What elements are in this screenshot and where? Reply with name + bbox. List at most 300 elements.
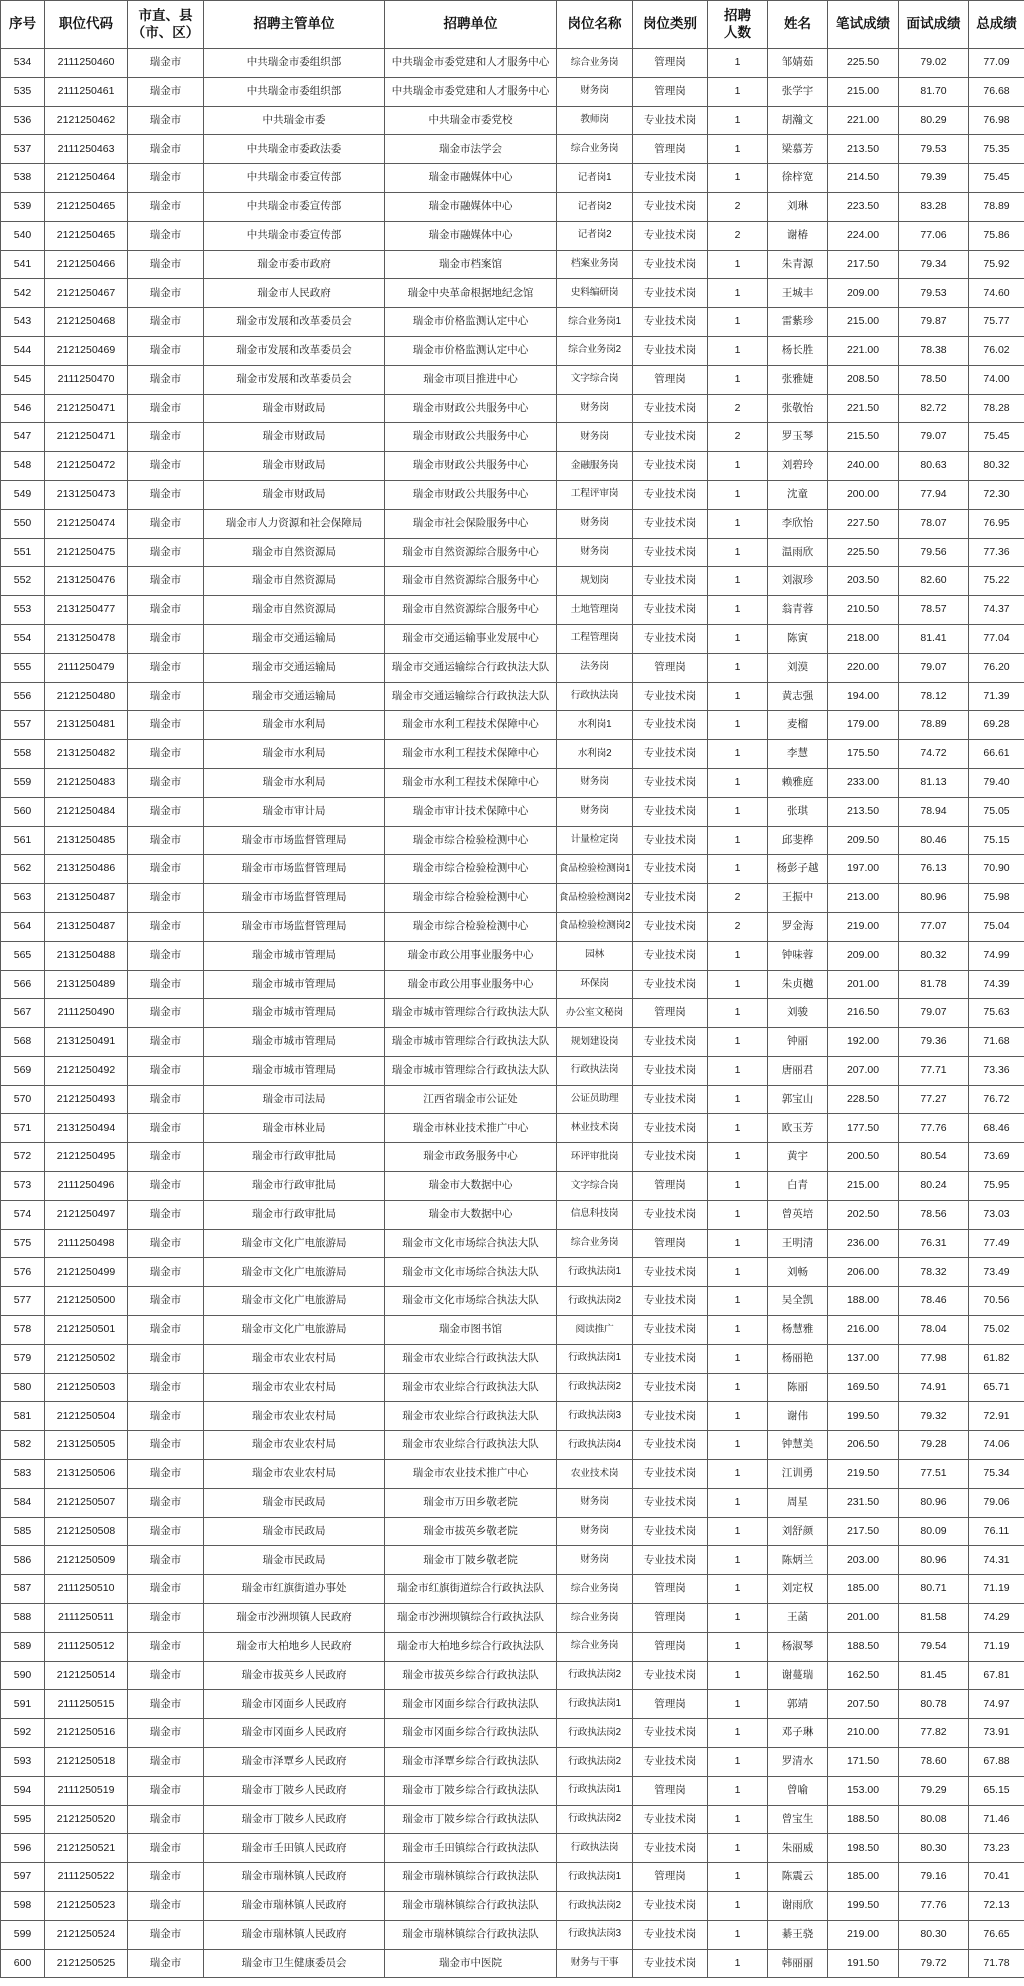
header-candidate-name: 姓名 xyxy=(768,1,828,49)
cell-position-category: 专业技术岗 xyxy=(633,1460,708,1489)
cell-region: 瑞金市 xyxy=(128,1460,204,1489)
cell-position-code: 2121250475 xyxy=(45,538,128,567)
cell-interview-score: 77.06 xyxy=(899,221,969,250)
cell-supervising-unit: 瑞金市水利局 xyxy=(204,740,385,769)
cell-position-code: 2121250521 xyxy=(45,1834,128,1863)
cell-region: 瑞金市 xyxy=(128,596,204,625)
cell-position-category: 专业技术岗 xyxy=(633,221,708,250)
cell-position-code: 2131250486 xyxy=(45,855,128,884)
cell-candidate-name: 刘漠 xyxy=(768,653,828,682)
cell-position-name: 综合业务岗 xyxy=(557,1575,633,1604)
cell-interview-score: 78.38 xyxy=(899,336,969,365)
cell-position-name: 计量检定岗 xyxy=(557,826,633,855)
cell-seq: 560 xyxy=(1,797,45,826)
cell-supervising-unit: 瑞金市瑞林镇人民政府 xyxy=(204,1892,385,1921)
cell-candidate-name: 周星 xyxy=(768,1488,828,1517)
cell-position-name: 财务岗 xyxy=(557,509,633,538)
cell-position-code: 2121250492 xyxy=(45,1056,128,1085)
cell-position-name: 财务岗 xyxy=(557,77,633,106)
cell-employer: 瑞金市交通运输综合行政执法大队 xyxy=(385,653,557,682)
cell-position-name: 农业技术岗 xyxy=(557,1460,633,1489)
cell-position-code: 2131250487 xyxy=(45,884,128,913)
table-row xyxy=(1,1632,1024,1661)
cell-written-score: 223.50 xyxy=(828,192,899,221)
cell-position-category: 管理岗 xyxy=(633,1863,708,1892)
cell-employer: 瑞金市农业综合行政执法大队 xyxy=(385,1373,557,1402)
cell-hiring-count: 1 xyxy=(708,1085,768,1114)
cell-position-code: 2121250465 xyxy=(45,192,128,221)
cell-position-name: 文字综合岗 xyxy=(557,365,633,394)
cell-seq: 585 xyxy=(1,1517,45,1546)
cell-employer: 瑞金市融媒体中心 xyxy=(385,192,557,221)
cell-interview-score: 80.30 xyxy=(899,1834,969,1863)
cell-interview-score: 77.94 xyxy=(899,480,969,509)
cell-position-code: 2121250514 xyxy=(45,1661,128,1690)
cell-employer: 瑞金市项目推进中心 xyxy=(385,365,557,394)
cell-total-score: 76.20 xyxy=(969,653,1024,682)
table-row xyxy=(1,826,1024,855)
cell-hiring-count: 2 xyxy=(708,221,768,250)
cell-seq: 547 xyxy=(1,423,45,452)
cell-interview-score: 77.71 xyxy=(899,1056,969,1085)
cell-hiring-count: 1 xyxy=(708,1316,768,1345)
cell-interview-score: 82.72 xyxy=(899,394,969,423)
cell-total-score: 71.68 xyxy=(969,1028,1024,1057)
cell-seq: 541 xyxy=(1,250,45,279)
table-row xyxy=(1,884,1024,913)
cell-seq: 598 xyxy=(1,1892,45,1921)
cell-seq: 586 xyxy=(1,1546,45,1575)
cell-supervising-unit: 瑞金市市场监督管理局 xyxy=(204,855,385,884)
cell-supervising-unit: 瑞金市自然资源局 xyxy=(204,538,385,567)
cell-employer: 瑞金市城市管理综合行政执法大队 xyxy=(385,999,557,1028)
cell-employer: 瑞金市冈面乡综合行政执法队 xyxy=(385,1719,557,1748)
cell-hiring-count: 1 xyxy=(708,1604,768,1633)
cell-interview-score: 79.07 xyxy=(899,423,969,452)
cell-interview-score: 80.71 xyxy=(899,1575,969,1604)
cell-candidate-name: 张敬怡 xyxy=(768,394,828,423)
cell-written-score: 225.50 xyxy=(828,49,899,78)
cell-position-name: 行政执法岗4 xyxy=(557,1431,633,1460)
cell-region: 瑞金市 xyxy=(128,1805,204,1834)
cell-interview-score: 79.54 xyxy=(899,1632,969,1661)
cell-supervising-unit: 瑞金市丁陂乡人民政府 xyxy=(204,1805,385,1834)
table-row xyxy=(1,1863,1024,1892)
cell-supervising-unit: 中共瑞金市委政法委 xyxy=(204,135,385,164)
cell-interview-score: 80.32 xyxy=(899,941,969,970)
cell-interview-score: 80.46 xyxy=(899,826,969,855)
cell-supervising-unit: 瑞金市城市管理局 xyxy=(204,999,385,1028)
cell-position-name: 行政执法岗2 xyxy=(557,1287,633,1316)
cell-region: 瑞金市 xyxy=(128,1632,204,1661)
cell-position-code: 2121250493 xyxy=(45,1085,128,1114)
cell-region: 瑞金市 xyxy=(128,1114,204,1143)
cell-supervising-unit: 瑞金市农业农村局 xyxy=(204,1373,385,1402)
cell-region: 瑞金市 xyxy=(128,999,204,1028)
cell-total-score: 74.29 xyxy=(969,1604,1024,1633)
cell-position-name: 行政执法岗2 xyxy=(557,1373,633,1402)
cell-total-score: 74.00 xyxy=(969,365,1024,394)
cell-interview-score: 79.28 xyxy=(899,1431,969,1460)
cell-seq: 593 xyxy=(1,1748,45,1777)
header-employer: 招聘单位 xyxy=(385,1,557,49)
cell-candidate-name: 邹婧茹 xyxy=(768,49,828,78)
cell-supervising-unit: 瑞金市瑞林镇人民政府 xyxy=(204,1920,385,1949)
cell-position-name: 行政执法岗3 xyxy=(557,1402,633,1431)
cell-position-category: 专业技术岗 xyxy=(633,452,708,481)
cell-region: 瑞金市 xyxy=(128,308,204,337)
cell-region: 瑞金市 xyxy=(128,480,204,509)
cell-seq: 600 xyxy=(1,1949,45,1978)
cell-candidate-name: 李欣怡 xyxy=(768,509,828,538)
cell-supervising-unit: 瑞金市自然资源局 xyxy=(204,567,385,596)
cell-total-score: 75.35 xyxy=(969,135,1024,164)
cell-position-category: 专业技术岗 xyxy=(633,308,708,337)
cell-position-code: 2121250508 xyxy=(45,1517,128,1546)
cell-region: 瑞金市 xyxy=(128,941,204,970)
cell-hiring-count: 1 xyxy=(708,999,768,1028)
cell-hiring-count: 1 xyxy=(708,106,768,135)
cell-interview-score: 81.41 xyxy=(899,624,969,653)
cell-position-name: 水利岗2 xyxy=(557,740,633,769)
cell-position-code: 2131250482 xyxy=(45,740,128,769)
cell-supervising-unit: 瑞金市农业农村局 xyxy=(204,1431,385,1460)
cell-employer: 中共瑞金市委党校 xyxy=(385,106,557,135)
cell-candidate-name: 欧玉芳 xyxy=(768,1114,828,1143)
cell-position-category: 专业技术岗 xyxy=(633,711,708,740)
cell-candidate-name: 张雅婕 xyxy=(768,365,828,394)
cell-interview-score: 81.70 xyxy=(899,77,969,106)
cell-candidate-name: 谢椿 xyxy=(768,221,828,250)
cell-region: 瑞金市 xyxy=(128,1892,204,1921)
cell-candidate-name: 张琪 xyxy=(768,797,828,826)
cell-supervising-unit: 瑞金市文化广电旅游局 xyxy=(204,1258,385,1287)
cell-position-category: 专业技术岗 xyxy=(633,480,708,509)
cell-written-score: 210.50 xyxy=(828,596,899,625)
table-row xyxy=(1,1056,1024,1085)
cell-employer: 瑞金市图书馆 xyxy=(385,1316,557,1345)
cell-total-score: 73.23 xyxy=(969,1834,1024,1863)
cell-position-category: 专业技术岗 xyxy=(633,797,708,826)
cell-interview-score: 79.07 xyxy=(899,999,969,1028)
cell-seq: 543 xyxy=(1,308,45,337)
cell-hiring-count: 1 xyxy=(708,624,768,653)
cell-candidate-name: 胡瀚文 xyxy=(768,106,828,135)
cell-position-name: 文字综合岗 xyxy=(557,1172,633,1201)
table-row xyxy=(1,970,1024,999)
cell-position-code: 2111250470 xyxy=(45,365,128,394)
cell-seq: 558 xyxy=(1,740,45,769)
cell-supervising-unit: 瑞金市市场监督管理局 xyxy=(204,826,385,855)
cell-hiring-count: 1 xyxy=(708,77,768,106)
cell-employer: 瑞金市文化市场综合执法大队 xyxy=(385,1258,557,1287)
cell-interview-score: 80.96 xyxy=(899,1488,969,1517)
cell-candidate-name: 刘骏 xyxy=(768,999,828,1028)
cell-position-category: 管理岗 xyxy=(633,49,708,78)
table-row xyxy=(1,912,1024,941)
cell-seq: 566 xyxy=(1,970,45,999)
header-written-score: 笔试成绩 xyxy=(828,1,899,49)
cell-position-code: 2111250479 xyxy=(45,653,128,682)
cell-position-category: 专业技术岗 xyxy=(633,1402,708,1431)
cell-interview-score: 78.32 xyxy=(899,1258,969,1287)
cell-position-name: 园林 xyxy=(557,941,633,970)
cell-candidate-name: 谢伟 xyxy=(768,1402,828,1431)
cell-seq: 549 xyxy=(1,480,45,509)
cell-written-score: 225.50 xyxy=(828,538,899,567)
cell-interview-score: 82.60 xyxy=(899,567,969,596)
cell-position-name: 行政执法岗1 xyxy=(557,1258,633,1287)
cell-seq: 572 xyxy=(1,1143,45,1172)
cell-position-category: 专业技术岗 xyxy=(633,1373,708,1402)
cell-position-code: 2111250461 xyxy=(45,77,128,106)
cell-total-score: 61.82 xyxy=(969,1344,1024,1373)
cell-supervising-unit: 瑞金市民政局 xyxy=(204,1546,385,1575)
cell-hiring-count: 1 xyxy=(708,596,768,625)
cell-position-name: 行政执法岗 xyxy=(557,1834,633,1863)
cell-written-score: 209.00 xyxy=(828,279,899,308)
cell-total-score: 73.91 xyxy=(969,1719,1024,1748)
cell-interview-score: 78.94 xyxy=(899,797,969,826)
cell-supervising-unit: 瑞金市水利局 xyxy=(204,711,385,740)
cell-supervising-unit: 瑞金市拔英乡人民政府 xyxy=(204,1661,385,1690)
cell-total-score: 74.97 xyxy=(969,1690,1024,1719)
cell-supervising-unit: 瑞金市城市管理局 xyxy=(204,1028,385,1057)
cell-supervising-unit: 瑞金市沙洲坝镇人民政府 xyxy=(204,1604,385,1633)
cell-position-code: 2121250500 xyxy=(45,1287,128,1316)
cell-candidate-name: 陈震云 xyxy=(768,1863,828,1892)
cell-supervising-unit: 瑞金市丁陂乡人民政府 xyxy=(204,1776,385,1805)
table-row xyxy=(1,1344,1024,1373)
cell-region: 瑞金市 xyxy=(128,1431,204,1460)
table-row xyxy=(1,279,1024,308)
table-row xyxy=(1,1661,1024,1690)
cell-written-score: 227.50 xyxy=(828,509,899,538)
cell-seq: 538 xyxy=(1,164,45,193)
cell-employer: 瑞金市文化市场综合执法大队 xyxy=(385,1287,557,1316)
cell-employer: 瑞金市农业综合行政执法大队 xyxy=(385,1431,557,1460)
cell-region: 瑞金市 xyxy=(128,279,204,308)
cell-position-code: 2121250464 xyxy=(45,164,128,193)
cell-hiring-count: 2 xyxy=(708,394,768,423)
cell-supervising-unit: 瑞金市发展和改革委员会 xyxy=(204,336,385,365)
cell-candidate-name: 王城丰 xyxy=(768,279,828,308)
cell-hiring-count: 1 xyxy=(708,1229,768,1258)
cell-region: 瑞金市 xyxy=(128,1661,204,1690)
cell-supervising-unit: 瑞金市行政审批局 xyxy=(204,1143,385,1172)
cell-hiring-count: 1 xyxy=(708,49,768,78)
cell-interview-score: 77.51 xyxy=(899,1460,969,1489)
cell-hiring-count: 1 xyxy=(708,365,768,394)
cell-hiring-count: 1 xyxy=(708,1892,768,1921)
cell-position-code: 2121250465 xyxy=(45,221,128,250)
cell-region: 瑞金市 xyxy=(128,221,204,250)
cell-position-code: 2121250472 xyxy=(45,452,128,481)
cell-employer: 瑞金市水利工程技术保障中心 xyxy=(385,768,557,797)
cell-interview-score: 77.27 xyxy=(899,1085,969,1114)
cell-region: 瑞金市 xyxy=(128,1316,204,1345)
cell-position-category: 专业技术岗 xyxy=(633,164,708,193)
cell-position-name: 综合业务岗 xyxy=(557,1632,633,1661)
cell-interview-score: 80.24 xyxy=(899,1172,969,1201)
cell-written-score: 199.50 xyxy=(828,1402,899,1431)
cell-written-score: 199.50 xyxy=(828,1892,899,1921)
cell-written-score: 213.50 xyxy=(828,135,899,164)
cell-seq: 534 xyxy=(1,49,45,78)
cell-position-name: 综合业务岗 xyxy=(557,49,633,78)
table-row xyxy=(1,1805,1024,1834)
cell-interview-score: 80.96 xyxy=(899,1546,969,1575)
cell-employer: 瑞金市农业综合行政执法大队 xyxy=(385,1402,557,1431)
cell-total-score: 69.28 xyxy=(969,711,1024,740)
cell-position-name: 环评审批岗 xyxy=(557,1143,633,1172)
cell-written-score: 219.00 xyxy=(828,1920,899,1949)
cell-position-code: 2121250469 xyxy=(45,336,128,365)
cell-position-category: 专业技术岗 xyxy=(633,279,708,308)
cell-region: 瑞金市 xyxy=(128,538,204,567)
cell-interview-score: 76.13 xyxy=(899,855,969,884)
cell-hiring-count: 1 xyxy=(708,1805,768,1834)
cell-supervising-unit: 中共瑞金市委宣传部 xyxy=(204,164,385,193)
cell-seq: 555 xyxy=(1,653,45,682)
cell-region: 瑞金市 xyxy=(128,394,204,423)
cell-region: 瑞金市 xyxy=(128,797,204,826)
cell-employer: 瑞金市融媒体中心 xyxy=(385,221,557,250)
cell-written-score: 197.00 xyxy=(828,855,899,884)
cell-position-name: 土地管理岗 xyxy=(557,596,633,625)
table-row xyxy=(1,1920,1024,1949)
cell-position-category: 专业技术岗 xyxy=(633,1316,708,1345)
cell-written-score: 209.00 xyxy=(828,941,899,970)
cell-written-score: 231.50 xyxy=(828,1488,899,1517)
cell-candidate-name: 王振中 xyxy=(768,884,828,913)
cell-position-category: 专业技术岗 xyxy=(633,1949,708,1978)
cell-candidate-name: 罗玉琴 xyxy=(768,423,828,452)
table-row xyxy=(1,192,1024,221)
cell-written-score: 219.50 xyxy=(828,1460,899,1489)
cell-region: 瑞金市 xyxy=(128,884,204,913)
cell-total-score: 67.81 xyxy=(969,1661,1024,1690)
cell-total-score: 78.28 xyxy=(969,394,1024,423)
cell-position-code: 2131250476 xyxy=(45,567,128,596)
cell-total-score: 66.61 xyxy=(969,740,1024,769)
cell-total-score: 71.46 xyxy=(969,1805,1024,1834)
cell-supervising-unit: 瑞金市财政局 xyxy=(204,423,385,452)
cell-written-score: 215.50 xyxy=(828,423,899,452)
cell-written-score: 137.00 xyxy=(828,1344,899,1373)
cell-interview-score: 79.87 xyxy=(899,308,969,337)
cell-total-score: 70.56 xyxy=(969,1287,1024,1316)
cell-supervising-unit: 瑞金市城市管理局 xyxy=(204,970,385,999)
cell-supervising-unit: 中共瑞金市委 xyxy=(204,106,385,135)
cell-candidate-name: 翁青蓉 xyxy=(768,596,828,625)
cell-total-score: 74.06 xyxy=(969,1431,1024,1460)
cell-total-score: 76.95 xyxy=(969,509,1024,538)
cell-employer: 江西省瑞金市公证处 xyxy=(385,1085,557,1114)
cell-position-category: 专业技术岗 xyxy=(633,941,708,970)
cell-region: 瑞金市 xyxy=(128,1863,204,1892)
cell-employer: 瑞金市城市管理综合行政执法大队 xyxy=(385,1056,557,1085)
cell-interview-score: 79.36 xyxy=(899,1028,969,1057)
cell-written-score: 188.50 xyxy=(828,1632,899,1661)
cell-seq: 590 xyxy=(1,1661,45,1690)
cell-interview-score: 78.46 xyxy=(899,1287,969,1316)
cell-employer: 瑞金市瑞林镇综合行政执法队 xyxy=(385,1892,557,1921)
cell-position-name: 行政执法岗3 xyxy=(557,1920,633,1949)
cell-total-score: 65.71 xyxy=(969,1373,1024,1402)
cell-interview-score: 80.08 xyxy=(899,1805,969,1834)
cell-employer: 瑞金市社会保险服务中心 xyxy=(385,509,557,538)
cell-hiring-count: 1 xyxy=(708,797,768,826)
cell-position-code: 2121250462 xyxy=(45,106,128,135)
cell-hiring-count: 1 xyxy=(708,1172,768,1201)
cell-position-name: 林业技术岗 xyxy=(557,1114,633,1143)
cell-hiring-count: 1 xyxy=(708,1661,768,1690)
cell-region: 瑞金市 xyxy=(128,250,204,279)
cell-total-score: 70.41 xyxy=(969,1863,1024,1892)
cell-position-category: 管理岗 xyxy=(633,1229,708,1258)
cell-region: 瑞金市 xyxy=(128,1488,204,1517)
cell-total-score: 76.72 xyxy=(969,1085,1024,1114)
table-row xyxy=(1,855,1024,884)
cell-interview-score: 81.13 xyxy=(899,768,969,797)
cell-position-name: 综合业务岗 xyxy=(557,1604,633,1633)
cell-hiring-count: 2 xyxy=(708,423,768,452)
cell-candidate-name: 钟丽 xyxy=(768,1028,828,1057)
cell-employer: 瑞金市拔英乡敬老院 xyxy=(385,1517,557,1546)
cell-position-category: 专业技术岗 xyxy=(633,1920,708,1949)
cell-region: 瑞金市 xyxy=(128,192,204,221)
cell-position-code: 2131250487 xyxy=(45,912,128,941)
cell-total-score: 75.86 xyxy=(969,221,1024,250)
cell-hiring-count: 1 xyxy=(708,1719,768,1748)
cell-written-score: 228.50 xyxy=(828,1085,899,1114)
cell-supervising-unit: 瑞金市卫生健康委员会 xyxy=(204,1949,385,1978)
cell-seq: 552 xyxy=(1,567,45,596)
cell-position-name: 规划岗 xyxy=(557,567,633,596)
cell-position-category: 专业技术岗 xyxy=(633,1805,708,1834)
cell-written-score: 233.00 xyxy=(828,768,899,797)
table-row xyxy=(1,711,1024,740)
cell-position-category: 专业技术岗 xyxy=(633,1748,708,1777)
cell-interview-score: 78.04 xyxy=(899,1316,969,1345)
cell-seq: 556 xyxy=(1,682,45,711)
cell-position-category: 专业技术岗 xyxy=(633,423,708,452)
cell-position-category: 管理岗 xyxy=(633,653,708,682)
cell-hiring-count: 1 xyxy=(708,279,768,308)
cell-total-score: 80.32 xyxy=(969,452,1024,481)
cell-written-score: 198.50 xyxy=(828,1834,899,1863)
cell-employer: 瑞金市万田乡敬老院 xyxy=(385,1488,557,1517)
cell-candidate-name: 杨淑琴 xyxy=(768,1632,828,1661)
cell-total-score: 75.22 xyxy=(969,567,1024,596)
cell-hiring-count: 2 xyxy=(708,192,768,221)
cell-region: 瑞金市 xyxy=(128,1287,204,1316)
cell-employer: 瑞金市政务服务中心 xyxy=(385,1143,557,1172)
cell-position-category: 专业技术岗 xyxy=(633,1834,708,1863)
cell-position-name: 行政执法岗 xyxy=(557,1056,633,1085)
cell-position-name: 信息科技岗 xyxy=(557,1200,633,1229)
table-row xyxy=(1,624,1024,653)
cell-region: 瑞金市 xyxy=(128,1575,204,1604)
cell-interview-score: 78.60 xyxy=(899,1748,969,1777)
cell-hiring-count: 1 xyxy=(708,538,768,567)
cell-position-name: 行政执法岗1 xyxy=(557,1776,633,1805)
cell-total-score: 77.09 xyxy=(969,49,1024,78)
cell-region: 瑞金市 xyxy=(128,912,204,941)
cell-supervising-unit: 瑞金市冈面乡人民政府 xyxy=(204,1719,385,1748)
table-row xyxy=(1,1575,1024,1604)
